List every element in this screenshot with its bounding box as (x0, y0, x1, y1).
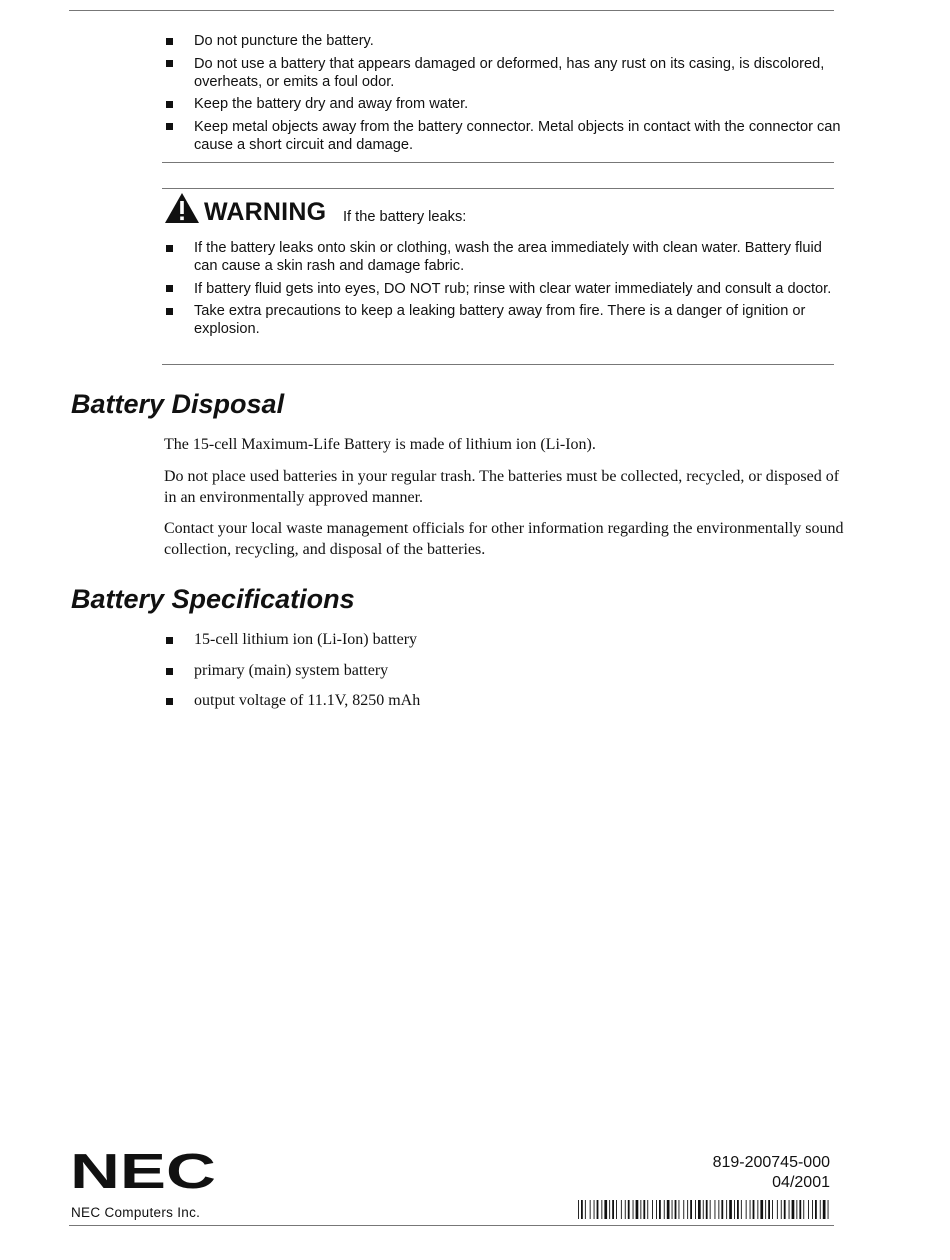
specifications-list (163, 630, 843, 722)
square-bullet-icon (166, 285, 173, 292)
warning-lead: If the battery leaks: (343, 209, 467, 225)
square-bullet-icon (166, 637, 173, 644)
list-item: 15-cell lithium ion (Li-Ion) battery (163, 630, 843, 650)
barcode-icon (578, 1200, 832, 1219)
warning-triangle-icon (164, 192, 200, 224)
section-heading-disposal: Battery Disposal (71, 389, 285, 419)
square-bullet-icon (166, 698, 173, 705)
warning-list (163, 239, 843, 343)
company-name: NEC Computers Inc. (71, 1205, 201, 1220)
warning-label: WARNING (204, 198, 327, 226)
top-rule (69, 10, 834, 11)
list-item: primary (main) system battery (163, 661, 843, 681)
list-item: output voltage of 11.1V, 8250 mAh (163, 691, 843, 711)
list-item: If battery fluid gets into eyes, DO NOT rub; rinse with clear water immediately and consult a doctor. (163, 280, 843, 298)
divider (162, 162, 834, 163)
list-item: Do not use a battery that appears damaged or deformed, has any rust on its casing, is discolored, overheats, or emits a foul odor. (163, 55, 843, 91)
square-bullet-icon (166, 60, 173, 67)
section-heading-specifications: Battery Specifications (71, 584, 355, 614)
precautions-list (163, 32, 843, 158)
list-item: Take extra precautions to keep a leaking battery away from fire. There is a danger of ignition or explosion. (163, 302, 843, 338)
disposal-paragraph: Do not place used batteries in your regular trash. The batteries must be collected, recycled, or disposed of in an environmentally approved manner. (164, 468, 840, 506)
square-bullet-icon (166, 101, 173, 108)
warning-header (164, 192, 764, 228)
disposal-paragraph: The 15-cell Maximum-Life Battery is made of lithium ion (Li-Ion). (164, 436, 596, 453)
square-bullet-icon (166, 245, 173, 252)
list-item: Keep the battery dry and away from water. (163, 95, 843, 113)
square-bullet-icon (166, 668, 173, 675)
list-item: Keep metal objects away from the battery connector. Metal objects in contact with the connector can cause a short circuit and damage. (163, 118, 843, 154)
square-bullet-icon (166, 38, 173, 45)
nec-logo (70, 1150, 218, 1192)
document-number: 819-200745-000 (712, 1154, 830, 1171)
divider (162, 188, 834, 189)
document-date: 04/2001 (772, 1174, 830, 1191)
list-item: Do not puncture the battery. (163, 32, 843, 50)
list-item: If the battery leaks onto skin or clothing, wash the area immediately with clean water. Battery fluid can cause a skin rash and damage fabric. (163, 239, 843, 275)
nec-logo-text: NEC (70, 1150, 216, 1192)
bottom-rule (69, 1225, 834, 1226)
divider (162, 364, 834, 365)
disposal-paragraph: Contact your local waste management officials for other information regarding the environmentally sound collection, recycling, and disposal of the batteries. (164, 520, 844, 558)
square-bullet-icon (166, 308, 173, 315)
square-bullet-icon (166, 123, 173, 130)
